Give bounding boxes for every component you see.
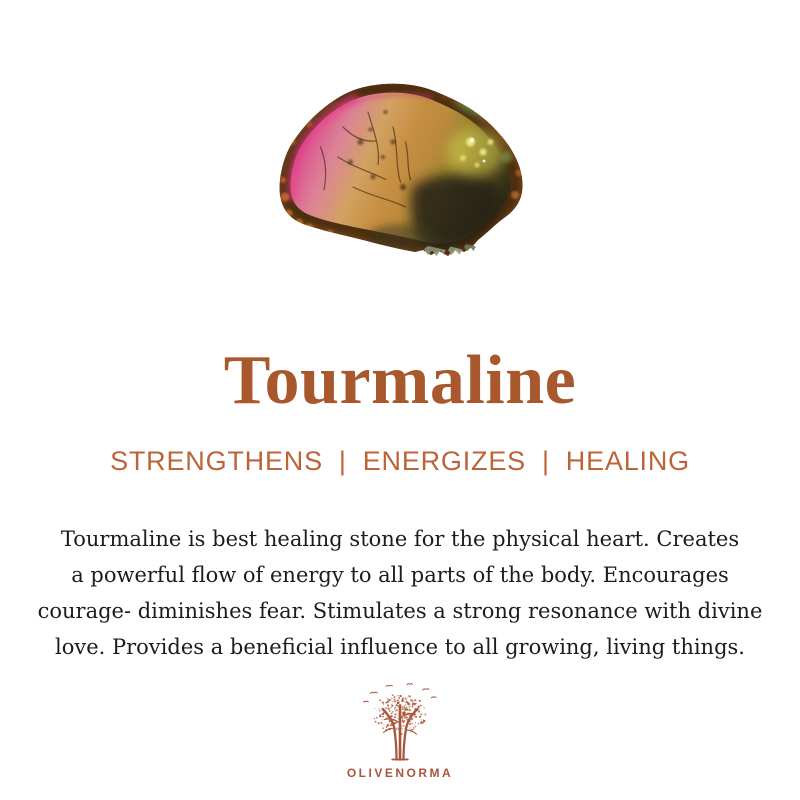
keyword-healing: HEALING [565,446,690,476]
keywords-row [110,446,690,476]
description-line: courage- diminishes fear. Stimulates a strong resonance with divine [37,599,763,623]
keyword-strengthens: STRENGTHENS [110,446,323,476]
page-title: Tourmaline [223,342,577,419]
olive-tree-icon [348,683,452,763]
separator: | [338,446,347,476]
description-paragraph [38,521,763,665]
tourmaline-stone-image [278,82,523,258]
description-line: a powerful flow of energy to all parts of the body. Encourages [71,563,729,587]
separator: | [541,446,550,476]
brand-name: OLIVENORMA [346,766,454,780]
keyword-energizes: ENERGIZES [362,446,526,476]
brand-logo [347,683,453,780]
tourmaline-stone-svg [278,82,523,258]
description-line: love. Provides a beneficial influence to all growing, living things. [54,635,745,659]
description-line: Tourmaline is best healing stone for the physical heart. Creates [60,527,740,551]
